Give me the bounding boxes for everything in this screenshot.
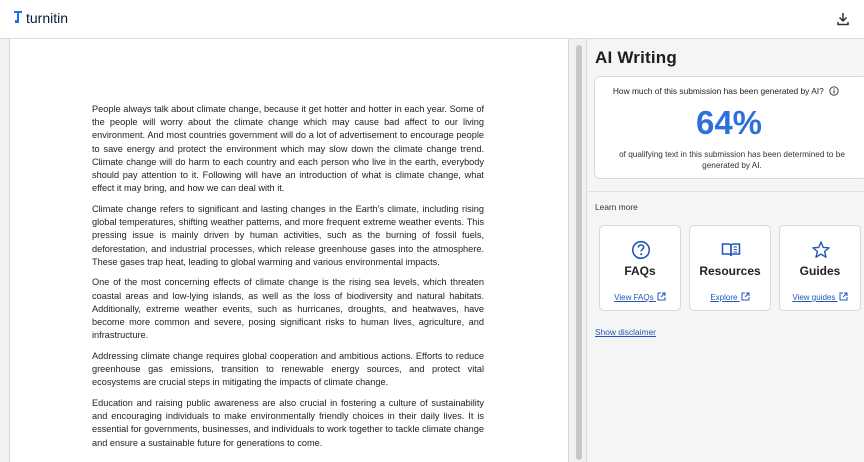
paragraph: Climate change refers to significant and lasting changes in the Earth's climate, including rising global temperatures, shifting weather patterns, and more frequent extreme weather events. This pressing issue is mainly driven by human activities, such as the burning of fossil fuels, deforestation, and industrial processes, which release greenhouse gases into the atmosphere. These gases trap heat, leading to global warming and various environmental impacts. [92, 203, 484, 267]
logo-text: turnitin [26, 10, 69, 26]
paragraph: Education and raising public awareness are also crucial in fostering a culture of sustainability and encouraging individuals to make environmentally friendly choices in their daily lives. It is essential for governments, businesses, and individuals to work together to tackle climate change and ensure a sustainable future for generations to come. [92, 398, 484, 448]
open-book-icon [721, 240, 741, 260]
explore-link[interactable] [690, 292, 770, 302]
info-icon[interactable] [829, 86, 839, 96]
link-label[interactable]: Explore [710, 293, 738, 302]
document-scrollbar[interactable] [576, 45, 582, 460]
download-icon[interactable] [836, 12, 850, 26]
paragraph: One of the most concerning effects of climate change is the rising sea levels, which threaten coastal areas and low-lying islands, as well as the loss of biodiversity and natural habitats. Additionally, extreme weather events, such as hurricanes, droughts, and heatwaves, have become more common and severe, posing significant risks to human lives, agriculture, and infrastructure. [92, 277, 484, 341]
divider [587, 191, 864, 192]
show-disclaimer-link[interactable]: Show disclaimer [595, 327, 656, 337]
external-link-icon [657, 292, 666, 301]
link-label[interactable]: View FAQs [614, 293, 654, 302]
top-bar [0, 0, 864, 39]
score-description: of qualifying text in this submission has been determined to be generated by AI. [619, 150, 845, 170]
card-title: FAQs [624, 264, 656, 278]
star-icon [811, 240, 831, 260]
card-title: Resources [699, 264, 761, 278]
document-text [92, 103, 484, 457]
paragraph: People always talk about climate change, because it get hotter and hotter in each year. Some of the people will worry about the climate change which may cause bad affect to our living environment. And most countries government will do a lot of advertisement to encourage people to save energy and protect the environment which may slow down the climate change trend. Climate change will do harm to each country and each person who live in the earth, everybody should pay attention to it. Following will have an introduction of what is climate change, what effect it may bring, and how we can deal with it. [92, 104, 484, 194]
document-page [9, 39, 569, 462]
score-question-text: How much of this submission has been generated by AI? [612, 86, 824, 96]
external-link-icon [839, 292, 848, 301]
view-faqs-link[interactable] [600, 292, 680, 302]
ai-score-card [594, 76, 864, 179]
card-title: Guides [799, 264, 841, 278]
external-link-icon [741, 292, 750, 301]
guides-card[interactable] [779, 225, 861, 311]
ai-score-value: 64% [695, 104, 763, 141]
learn-more-heading: Learn more [595, 202, 638, 212]
turnitin-logo[interactable] [12, 10, 68, 26]
document-viewer[interactable] [0, 39, 586, 462]
ai-writing-panel [586, 39, 864, 462]
turnitin-logo-icon [12, 10, 24, 26]
link-label[interactable]: View guides [792, 293, 836, 302]
question-circle-icon [631, 240, 651, 260]
resources-card[interactable] [689, 225, 771, 311]
panel-title: AI Writing [595, 48, 677, 67]
faqs-card[interactable] [599, 225, 681, 311]
paragraph: Addressing climate change requires global cooperation and ambitious actions. Efforts to reduce greenhouse gas emissions, transition to renewable energy sources, and protect vital ecosystems are crucial steps in mitigating the impacts of climate change. [92, 350, 484, 388]
view-guides-link[interactable] [780, 292, 860, 302]
score-question [595, 86, 857, 96]
